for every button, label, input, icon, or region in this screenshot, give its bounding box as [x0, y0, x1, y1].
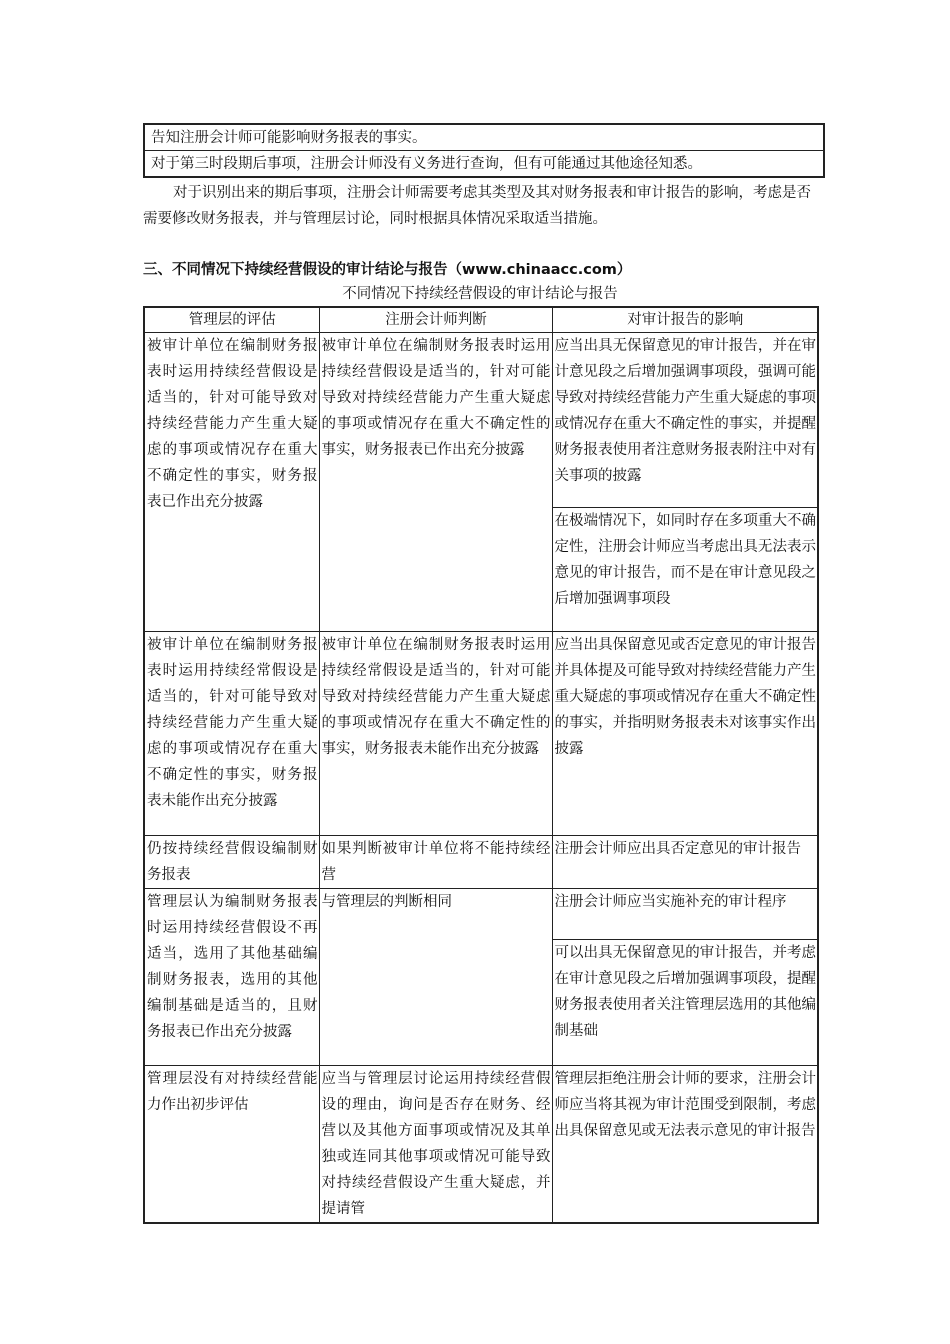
body-paragraph [143, 180, 825, 232]
table-row [144, 836, 818, 889]
assessment-cell: 被审计单位在编制财务报表时运用持续经营假设是适当的，针对可能导致对持续经营能力产生重大疑虑的事项或情况存在重大不确定性的事实，财务报表已作出充分披露 [144, 333, 319, 632]
judgment-cell: 被审计单位在编制财务报表时运用持续经常假设是适当的，针对可能导致对持续经营能力产生重大疑虑的事项或情况存在重大不确定性的事实，财务报表未能作出充分披露 [319, 632, 552, 836]
table-row [144, 889, 818, 940]
assessment-cell: 被审计单位在编制财务报表时运用持续经常假设是适当的，针对可能导致对持续经营能力产生重大疑虑的事项或情况存在重大不确定性的事实，财务报表未能作出充分披露 [144, 632, 319, 836]
table-row [144, 124, 824, 151]
section-heading: 三、不同情况下持续经营假设的审计结论与报告（www.chinaacc.com） [143, 262, 632, 278]
impact-cell: 应当出具无保留意见的审计报告，并在审计意见段之后增加强调事项段，强调可能导致对持续经营能力产生重大疑虑的事项或情况存在重大不确定性的事实，并提醒财务报表使用者注意财务报表附注中对有关事项的披露 [552, 333, 818, 508]
column-header-judgment: 注册会计师判断 [319, 307, 552, 333]
impact-cell: 注册会计师应出具否定意见的审计报告 [552, 836, 818, 889]
impact-cell: 管理层拒绝注册会计师的要求，注册会计师应当将其视为审计范围受到限制，考虑出具保留意见或无法表示意见的审计报告 [552, 1066, 818, 1224]
subsequent-events-table-fragment [143, 123, 825, 178]
table-row [144, 333, 818, 508]
judgment-cell: 与管理层的判断相同 [319, 889, 552, 1066]
impact-cell: 可以出具无保留意见的审计报告，并考虑在审计意见段之后增加强调事项段，提醒财务报表使用者关注管理层选用的其他编制基础 [552, 940, 818, 1066]
impact-cell: 在极端情况下，如同时存在多项重大不确定性，注册会计师应当考虑出具无法表示意见的审计报告，而不是在审计意见段之后增加强调事项段 [552, 508, 818, 632]
table-cell: 告知注册会计师可能影响财务报表的事实。 [144, 124, 824, 151]
table-header-row [144, 307, 818, 333]
judgment-cell: 应当与管理层讨论运用持续经营假设的理由，询问是否存在财务、经营以及其他方面事项或情况及其单独或连同其他事项或情况可能导致对持续经营假设产生重大疑虑，并提请管 [319, 1066, 552, 1224]
judgment-cell: 如果判断被审计单位将不能持续经营 [319, 836, 552, 889]
table-cell: 对于第三时段期后事项，注册会计师没有义务进行查询，但有可能通过其他途径知悉。 [144, 151, 824, 178]
table-row [144, 632, 818, 836]
going-concern-table [143, 306, 819, 1224]
paragraph-text: 对于识别出来的期后事项，注册会计师需要考虑其类型及其对财务报表和审计报告的影响，考虑是否需要修改财务报表，并与管理层讨论，同时根据具体情况采取适当措施。 [143, 185, 811, 227]
column-header-impact: 对审计报告的影响 [552, 307, 818, 333]
table-row [144, 151, 824, 178]
assessment-cell: 仍按持续经营假设编制财务报表 [144, 836, 319, 889]
table-row [144, 1066, 818, 1224]
judgment-cell: 被审计单位在编制财务报表时运用持续经营假设是适当的，针对可能导致对持续经营能力产生重大疑虑的事项或情况存在重大不确定性的事实，财务报表已作出充分披露 [319, 333, 552, 632]
assessment-cell: 管理层没有对持续经营能力作出初步评估 [144, 1066, 319, 1224]
table-caption: 不同情况下持续经营假设的审计结论与报告 [342, 286, 618, 302]
column-header-assessment: 管理层的评估 [144, 307, 319, 333]
impact-cell: 注册会计师应当实施补充的审计程序 [552, 889, 818, 940]
assessment-cell: 管理层认为编制财务报表时运用持续经营假设不再适当，选用了其他基础编制财务报表，选用的其他编制基础是适当的，且财务报表已作出充分披露 [144, 889, 319, 1066]
impact-cell: 应当出具保留意见或否定意见的审计报告并具体提及可能导致对持续经营能力产生重大疑虑的事项或情况存在重大不确定性的事实，并指明财务报表未对该事实作出披露 [552, 632, 818, 836]
